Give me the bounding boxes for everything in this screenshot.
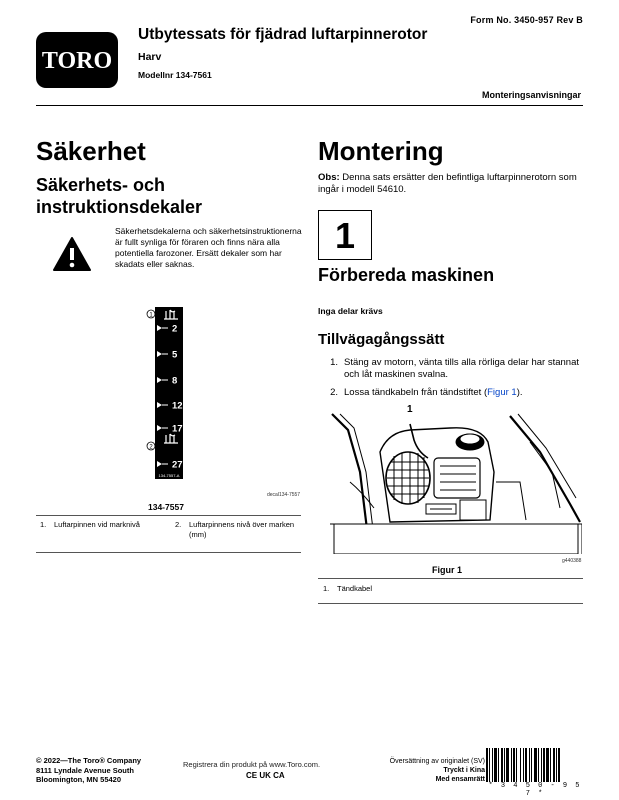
figure-legend-divider-bottom <box>318 603 583 604</box>
procedure-steps <box>318 357 583 405</box>
decal-value: 2 <box>172 323 178 335</box>
barcode-bar <box>513 748 515 782</box>
barcode-bar <box>525 748 527 782</box>
barcode-bar <box>531 748 532 782</box>
decal-code: decal134-7557 <box>267 492 301 498</box>
procedure-step-2 <box>318 387 583 399</box>
engine-illustration <box>330 412 582 554</box>
step-title: Förbereda maskinen <box>318 265 495 285</box>
certification-marks: CE UK CA <box>246 771 285 780</box>
barcode-bar <box>506 748 509 782</box>
legend-item-1 <box>40 520 170 530</box>
figure-link[interactable]: Figur 1 <box>487 387 517 398</box>
header-divider <box>36 105 583 106</box>
barcode-bar <box>504 748 505 782</box>
barcode-bar <box>558 748 560 782</box>
copyright-line: © 2022—The Toro® Company <box>36 756 142 765</box>
step-number: 2. <box>330 387 338 398</box>
barcode-bar <box>538 748 539 782</box>
safety-heading: Säkerhet <box>36 136 146 166</box>
city-line: Bloomington, MN 55420 <box>36 775 122 784</box>
legend-number: 1. <box>323 584 330 593</box>
decal-value: 17 <box>172 423 183 435</box>
register-text: Registrera din produkt på www.Toro.com. <box>183 760 321 769</box>
barcode-bar <box>556 748 557 782</box>
warning-triangle-icon <box>52 236 92 272</box>
svg-text:1: 1 <box>149 312 153 319</box>
step-text: Lossa tändkabeln från tändstiftet (Figur 1). <box>344 387 523 398</box>
barcode-bar <box>523 748 524 782</box>
barcode-bar <box>489 748 490 782</box>
barcode-bar <box>553 748 555 782</box>
barcode-bar <box>550 748 551 782</box>
note-label: Obs: <box>318 172 340 183</box>
figure-caption: Figur 1 <box>432 565 463 575</box>
toro-logo <box>36 32 118 88</box>
legend-item-2 <box>175 520 305 540</box>
note <box>318 172 583 196</box>
barcode-bar <box>492 748 493 782</box>
footer-print-info <box>390 757 485 784</box>
rights-reserved: Med ensamrätt <box>435 776 485 783</box>
figure-legend-divider-top <box>318 578 583 579</box>
decal-small-label: 134-7557-A <box>158 473 180 478</box>
footer-address <box>36 756 141 785</box>
legend-divider-top <box>36 515 301 516</box>
printed-in: Tryckt i Kina <box>443 767 485 774</box>
barcode-bar <box>498 748 499 782</box>
step-number-box: 1 <box>318 210 372 260</box>
decal-value: 12 <box>172 400 183 412</box>
barcode-bar <box>541 748 542 782</box>
decal-value: 8 <box>172 375 178 387</box>
decal-value: 27 <box>172 459 183 471</box>
form-number: Form No. 3450-957 Rev B <box>470 15 583 25</box>
document-title: Utbytessats för fjädrad luftarpinnerotor <box>138 26 428 43</box>
barcode-bar <box>520 748 521 782</box>
logo-text: TORO <box>41 48 113 74</box>
step-number: 1. <box>330 357 338 368</box>
barcode-text: * 3 4 5 0 - 9 5 7 * <box>488 782 582 798</box>
barcode-bar <box>486 748 488 782</box>
no-parts-required: Inga delar krävs <box>318 306 383 316</box>
decals-heading: Säkerhets- och instruktionsdekaler <box>36 175 203 217</box>
warning-text: Säkerhetsdekalerna och säkerhetsinstruktionerna är fullt synliga för föraren och finns nära alla potentiella farozoner. Ersätt dekaler som har skadats eller saknas. <box>115 226 302 269</box>
barcode-bar <box>501 748 503 782</box>
legend-number: 2. <box>175 520 182 529</box>
barcode-bar <box>534 748 537 782</box>
decal-value: 5 <box>172 349 178 361</box>
note-text: Denna sats ersätter den befintliga luftarpinnerotorn som ingår i modell 54610. <box>318 172 577 195</box>
document-subtitle: Harv <box>138 51 162 63</box>
figure-callout: 1 <box>407 404 413 415</box>
procedure-step-1 <box>318 357 583 381</box>
barcode-bar <box>494 748 497 782</box>
barcode-bar <box>516 748 517 782</box>
svg-text:2: 2 <box>149 444 153 451</box>
barcode-bar <box>543 748 545 782</box>
model-number: Modellnr 134-7561 <box>138 70 212 80</box>
instructions-label: Monteringsanvisningar <box>481 90 581 100</box>
barcode-bar <box>529 748 530 782</box>
translation-note: Översättning av originalet (SV) <box>389 758 485 765</box>
address-line: 8111 Lyndale Avenue South <box>36 765 134 775</box>
figure-code: g440388 <box>562 558 582 564</box>
legend-text: Luftarpinnens nivå över marken (mm) <box>189 520 295 539</box>
procedure-heading: Tillvägagångssätt <box>318 331 445 348</box>
assembly-heading: Montering <box>318 136 444 166</box>
figure-legend-item <box>323 584 372 593</box>
barcode <box>486 748 584 782</box>
step-text: Stäng av motorn, vänta tills alla rörliga delar har stannat och låt maskinen svalna. <box>344 357 579 380</box>
barcode-bar <box>511 748 512 782</box>
barcode-bar <box>546 748 549 782</box>
legend-text: Tändkabel <box>337 584 373 593</box>
legend-divider-bottom <box>36 552 301 553</box>
legend-number: 1. <box>40 520 47 529</box>
decal-id: 134-7557 <box>148 502 184 512</box>
depth-decal <box>146 307 192 479</box>
legend-text: Luftarpinnen vid marknivå <box>54 520 140 529</box>
